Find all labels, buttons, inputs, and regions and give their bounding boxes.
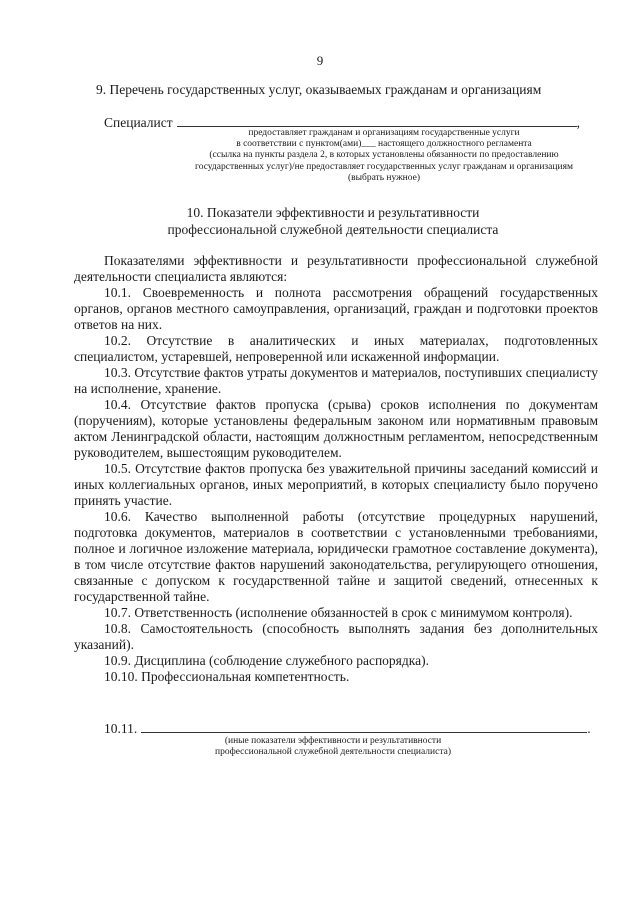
paragraph: 10.1. Своевременность и полнота рассмотрения обращений государственных органов, органов местного самоуправления, организаций, граждан и подготовки проектов ответов на них. [74,285,598,332]
paragraph: 10.8. Самостоятельность (способность выполнять задания без дополнительных указаний). [74,621,598,652]
item-10-11-blank [141,720,587,733]
section-10-title [0,205,640,238]
specialist-label: Специалист [104,115,173,130]
note-line: предоставляет гражданам и организациям государственные услуги [248,128,520,138]
specialist-blank [177,114,577,127]
paragraph: 10.7. Ответственность (исполнение обязанностей в срок с минимумом контроля). [104,605,573,620]
section-10-note [0,736,640,758]
note-line: в соответствии с пунктом(ами)___ настоящего должностного регламента [236,139,532,150]
note-line: профессиональной служебной деятельности специалиста) [214,747,451,758]
section-9-title: 9. Перечень государственных услуг, оказываемых гражданам и организациям [96,82,542,97]
paragraph: 10.9. Дисциплина (соблюдение служебного распорядка). [104,653,429,668]
note-line: государственных услуг)/не предоставляет государственных услуг гражданам и организациям [195,161,573,172]
paragraph: Показателями эффективности и результативности профессиональной служебной деятельности специалиста являются: [74,253,598,284]
section-10-body [74,253,598,685]
section-9-note [0,128,640,184]
paragraph: 10.3. Отсутствие фактов утраты документов и материалов, поступивших специалисту на исполнение, хранение. [74,365,598,396]
paragraph: 10.2. Отсутствие в аналитических и иных материалах, подготовленных специалистом, устаревшей, непроверенной или искаженной информации. [74,333,598,364]
section-10-title-line: 10. Показатели эффективности и результативности [186,205,480,220]
paragraph: 10.10. Профессиональная компетентность. [104,669,350,684]
note-line: (ссылка на пункты раздела 2, в которых установлены обязанности по предоставлению [209,150,559,161]
note-line: (выбрать нужное) [347,172,421,183]
item-10-11-label: 10.11. [104,721,138,736]
paragraph: 10.6. Качество выполненной работы (отсутствие процедурных нарушений, подготовка документов, материалов в соответствии с установленными требованиями, полное и логичное изложение материала, юридически грамотное составление документа), в том числе отсутствие фактов нарушений законодательства, регулирующего отношения, связанные с допуском к государственной тайне и защитой сведений, отнесенных к государственной тайне. [74,509,598,604]
section-10-title-line: профессиональной служебной деятельности специалиста [167,221,499,237]
paragraph: 10.5. Отсутствие фактов пропуска без уважительной причины заседаний комиссий и иных коллегиальных органов, иных мероприятий, в которых специалисту было поручено принять участие. [74,461,598,508]
page-number: 9 [316,53,324,68]
paragraph: 10.4. Отсутствие фактов пропуска (срыва) сроков исполнения по документам (поручениям), которые установлены федеральным законом или нормативным правовым актом Ленинградской области, настоящим должностным регламентом, непосредственным руководителем, вышестоящим руководителем. [74,397,598,460]
item-10-11-end: . [587,721,591,736]
item-10-11-line [104,720,591,737]
specialist-end: , [576,115,581,130]
note-line: (иные показатели эффективности и результативности [224,736,442,746]
